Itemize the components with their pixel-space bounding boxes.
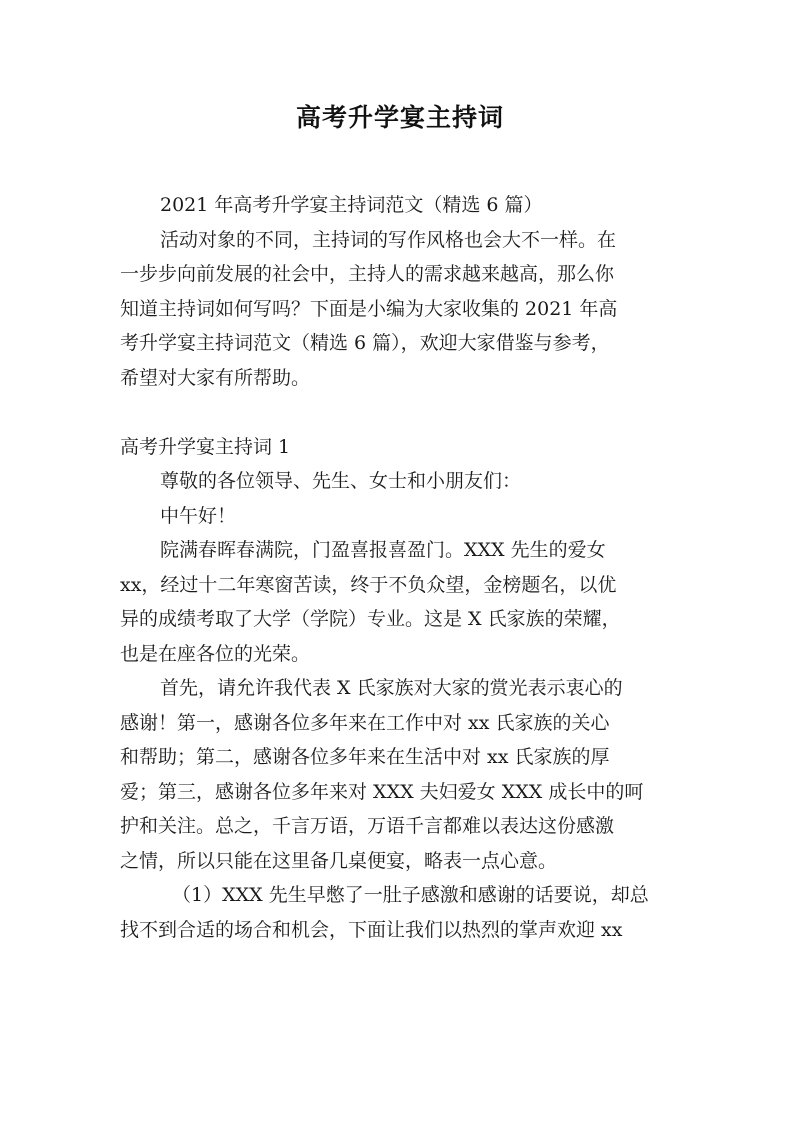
intro-line: 2021 年高考升学宴主持词范文（精选 6 篇） bbox=[160, 194, 543, 216]
paragraph-line: xx，经过十二年寒窗苦读，终于不负众望，金榜题名，以优 bbox=[120, 573, 617, 596]
paragraph-line: 护和关注。总之，千言万语，万语千言都难以表达这份感激 bbox=[120, 815, 615, 837]
intro-line: 考升学宴主持词范文（精选 6 篇），欢迎大家借鉴与参考， bbox=[120, 332, 610, 354]
paragraph-line: 和帮助；第二，感谢各位多年来在生活中对 xx 氏家族的厚 bbox=[120, 746, 610, 768]
greeting-line: 尊敬的各位领导、先生、女士和小朋友们： bbox=[160, 470, 522, 492]
intro-line: 一步步向前发展的社会中，主持人的需求越来越高，那么你 bbox=[120, 263, 615, 285]
intro-line: 知道主持词如何写吗？下面是小编为大家收集的 2021 年高 bbox=[120, 297, 618, 320]
paragraph-line: 爱；第三，感谢各位多年来对 XXX 夫妇爱女 XXX 成长中的呵 bbox=[120, 780, 644, 803]
paragraph-line: 异的成绩考取了大学（学院）专业。这是 X 氏家族的荣耀， bbox=[120, 608, 621, 630]
paragraph-line: 首先，请允许我代表 X 氏家族对大家的赏光表示衷心的 bbox=[160, 677, 623, 699]
paragraph-spacer bbox=[120, 395, 682, 430]
section-heading: 高考升学宴主持词 1 bbox=[120, 435, 291, 458]
paragraph-line: 感谢！第一，感谢各位多年来在工作中对 xx 氏家族的关心 bbox=[120, 711, 610, 734]
document-body bbox=[120, 188, 682, 947]
intro-line: 希望对大家有所帮助。 bbox=[120, 366, 311, 389]
paragraph-line: 也是在座各位的光荣。 bbox=[120, 642, 311, 665]
paragraph-line: 之情，所以只能在这里备几桌便宴，略表一点心意。 bbox=[120, 849, 558, 872]
paragraph-line: 院满春晖春满院，门盈喜报喜盈门。XXX 先生的爱女 bbox=[160, 539, 606, 561]
intro-line: 活动对象的不同，主持词的写作风格也会大不一样。在 bbox=[160, 228, 617, 251]
document-title: 高考升学宴主持词 bbox=[295, 103, 504, 132]
paragraph-line: 找不到合适的场合和机会，下面让我们以热烈的掌声欢迎 xx bbox=[120, 918, 623, 941]
greeting-line: 中午好！ bbox=[160, 504, 237, 527]
paragraph-line: （1）XXX 先生早憋了一肚子感激和感谢的话要说，却总 bbox=[172, 884, 649, 906]
